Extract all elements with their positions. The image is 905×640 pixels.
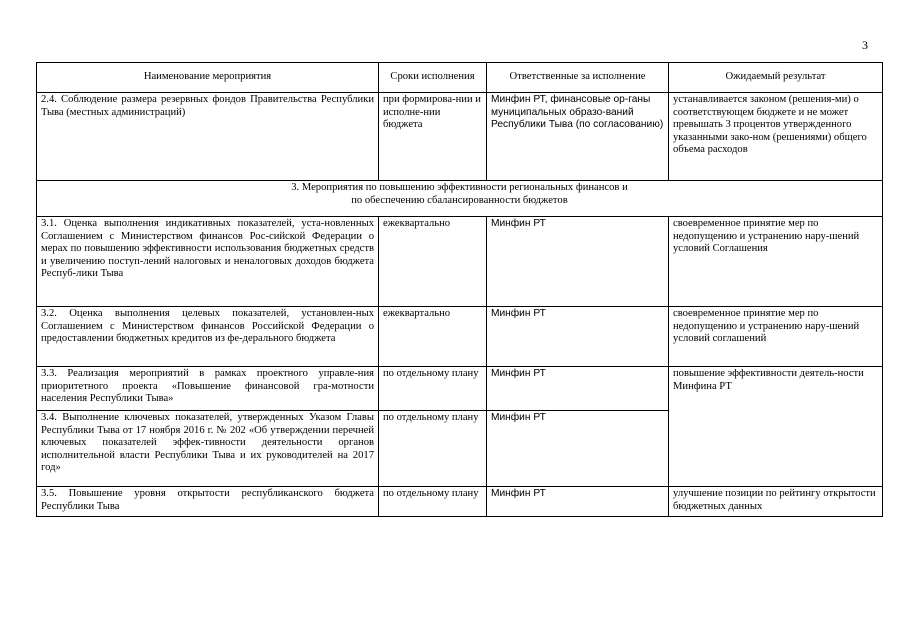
table-row xyxy=(37,307,883,367)
row-2-4-responsible: Минфин РТ, финансовые ор-ганы муниципальных образо-ваний Республики Тыва (по согласованию) xyxy=(487,93,669,181)
row-3-3-result: повышение эффективности деятель-ности Минфина РТ xyxy=(669,367,883,487)
row-3-1-name: 3.1. Оценка выполнения индикативных показателей, уста-новленных Соглашением с Министерством финансов Рос-сийской Федерации о мерах по повышению эффективности использования бюджетных средств и увеличению поступ-лений налоговых и неналоговых доходов бюджета Респуб-лики Тыва xyxy=(37,217,379,307)
row-3-1-term: ежеквартально xyxy=(379,217,487,307)
row-3-3-name: 3.3. Реализация мероприятий в рамках проектного управле-ния приоритетного проекта «Повышение финансовой гра-мотности населения Республики Тыва» xyxy=(37,367,379,411)
row-3-5-responsible: Минфин РТ xyxy=(487,487,669,517)
table-header-row xyxy=(37,63,883,93)
header-responsible: Ответственные за исполнение xyxy=(487,63,669,93)
header-term: Сроки исполнения xyxy=(379,63,487,93)
row-2-4-term: при формирова-нии и исполне-нии бюджета xyxy=(379,93,487,181)
table-row xyxy=(37,93,883,181)
row-3-3-responsible: Минфин РТ xyxy=(487,367,669,411)
section-3-line-1: 3. Мероприятия по повышению эффективности региональных финансов и xyxy=(291,182,628,193)
row-2-4-result: устанавливается законом (решения-ми) о соответствующем бюджете и не может превышать 3 процентов утвержденного указанными зако-ном (решениями) общего объема расходов xyxy=(669,93,883,181)
row-3-4-name: 3.4. Выполнение ключевых показателей, утвержденных Указом Главы Республики Тыва от 17 ноября 2016 г. № 202 «Об утверждении перечней ключевых показателей эффек-тивности деятельности органов исполнительной власти Республики Тыва и их руководителей на 2017 год» xyxy=(37,411,379,487)
row-3-3-term: по отдельному плану xyxy=(379,367,487,411)
row-3-5-result: улучшение позиции по рейтингу открытости бюджетных данных xyxy=(669,487,883,517)
row-3-5-name: 3.5. Повышение уровня открытости республиканского бюджета Республики Тыва xyxy=(37,487,379,517)
table-row xyxy=(37,487,883,517)
row-3-2-name: 3.2. Оценка выполнения целевых показателей, установлен-ных Соглашением с Министерством финансов Российской Федерации о предоставлении бюджетных кредитов из фе-дерального бюджета xyxy=(37,307,379,367)
header-name: Наименование мероприятия xyxy=(37,63,379,93)
row-3-4-term: по отдельному плану xyxy=(379,411,487,487)
row-3-2-result: своевременное принятие мер по недопущению и устранению нару-шений условий соглашений xyxy=(669,307,883,367)
measures-table xyxy=(36,62,883,517)
section-3-line-2: по обеспечению сбалансированности бюджетов xyxy=(351,194,568,206)
row-3-2-term: ежеквартально xyxy=(379,307,487,367)
header-result: Ожидаемый результат xyxy=(669,63,883,93)
row-3-1-responsible: Минфин РТ xyxy=(487,217,669,307)
row-3-4-responsible: Минфин РТ xyxy=(487,411,669,487)
page-number: 3 xyxy=(862,38,868,52)
table-row xyxy=(37,367,883,411)
section-3-title xyxy=(37,181,883,217)
row-3-2-responsible: Минфин РТ xyxy=(487,307,669,367)
row-2-4-name: 2.4. Соблюдение размера резервных фондов Правительства Республики Тыва (местных администраций) xyxy=(37,93,379,181)
row-3-5-term: по отдельному плану xyxy=(379,487,487,517)
row-3-1-result: своевременное принятие мер по недопущению и устранению нару-шений условий Соглашения xyxy=(669,217,883,307)
table-row xyxy=(37,217,883,307)
section-row xyxy=(37,181,883,217)
